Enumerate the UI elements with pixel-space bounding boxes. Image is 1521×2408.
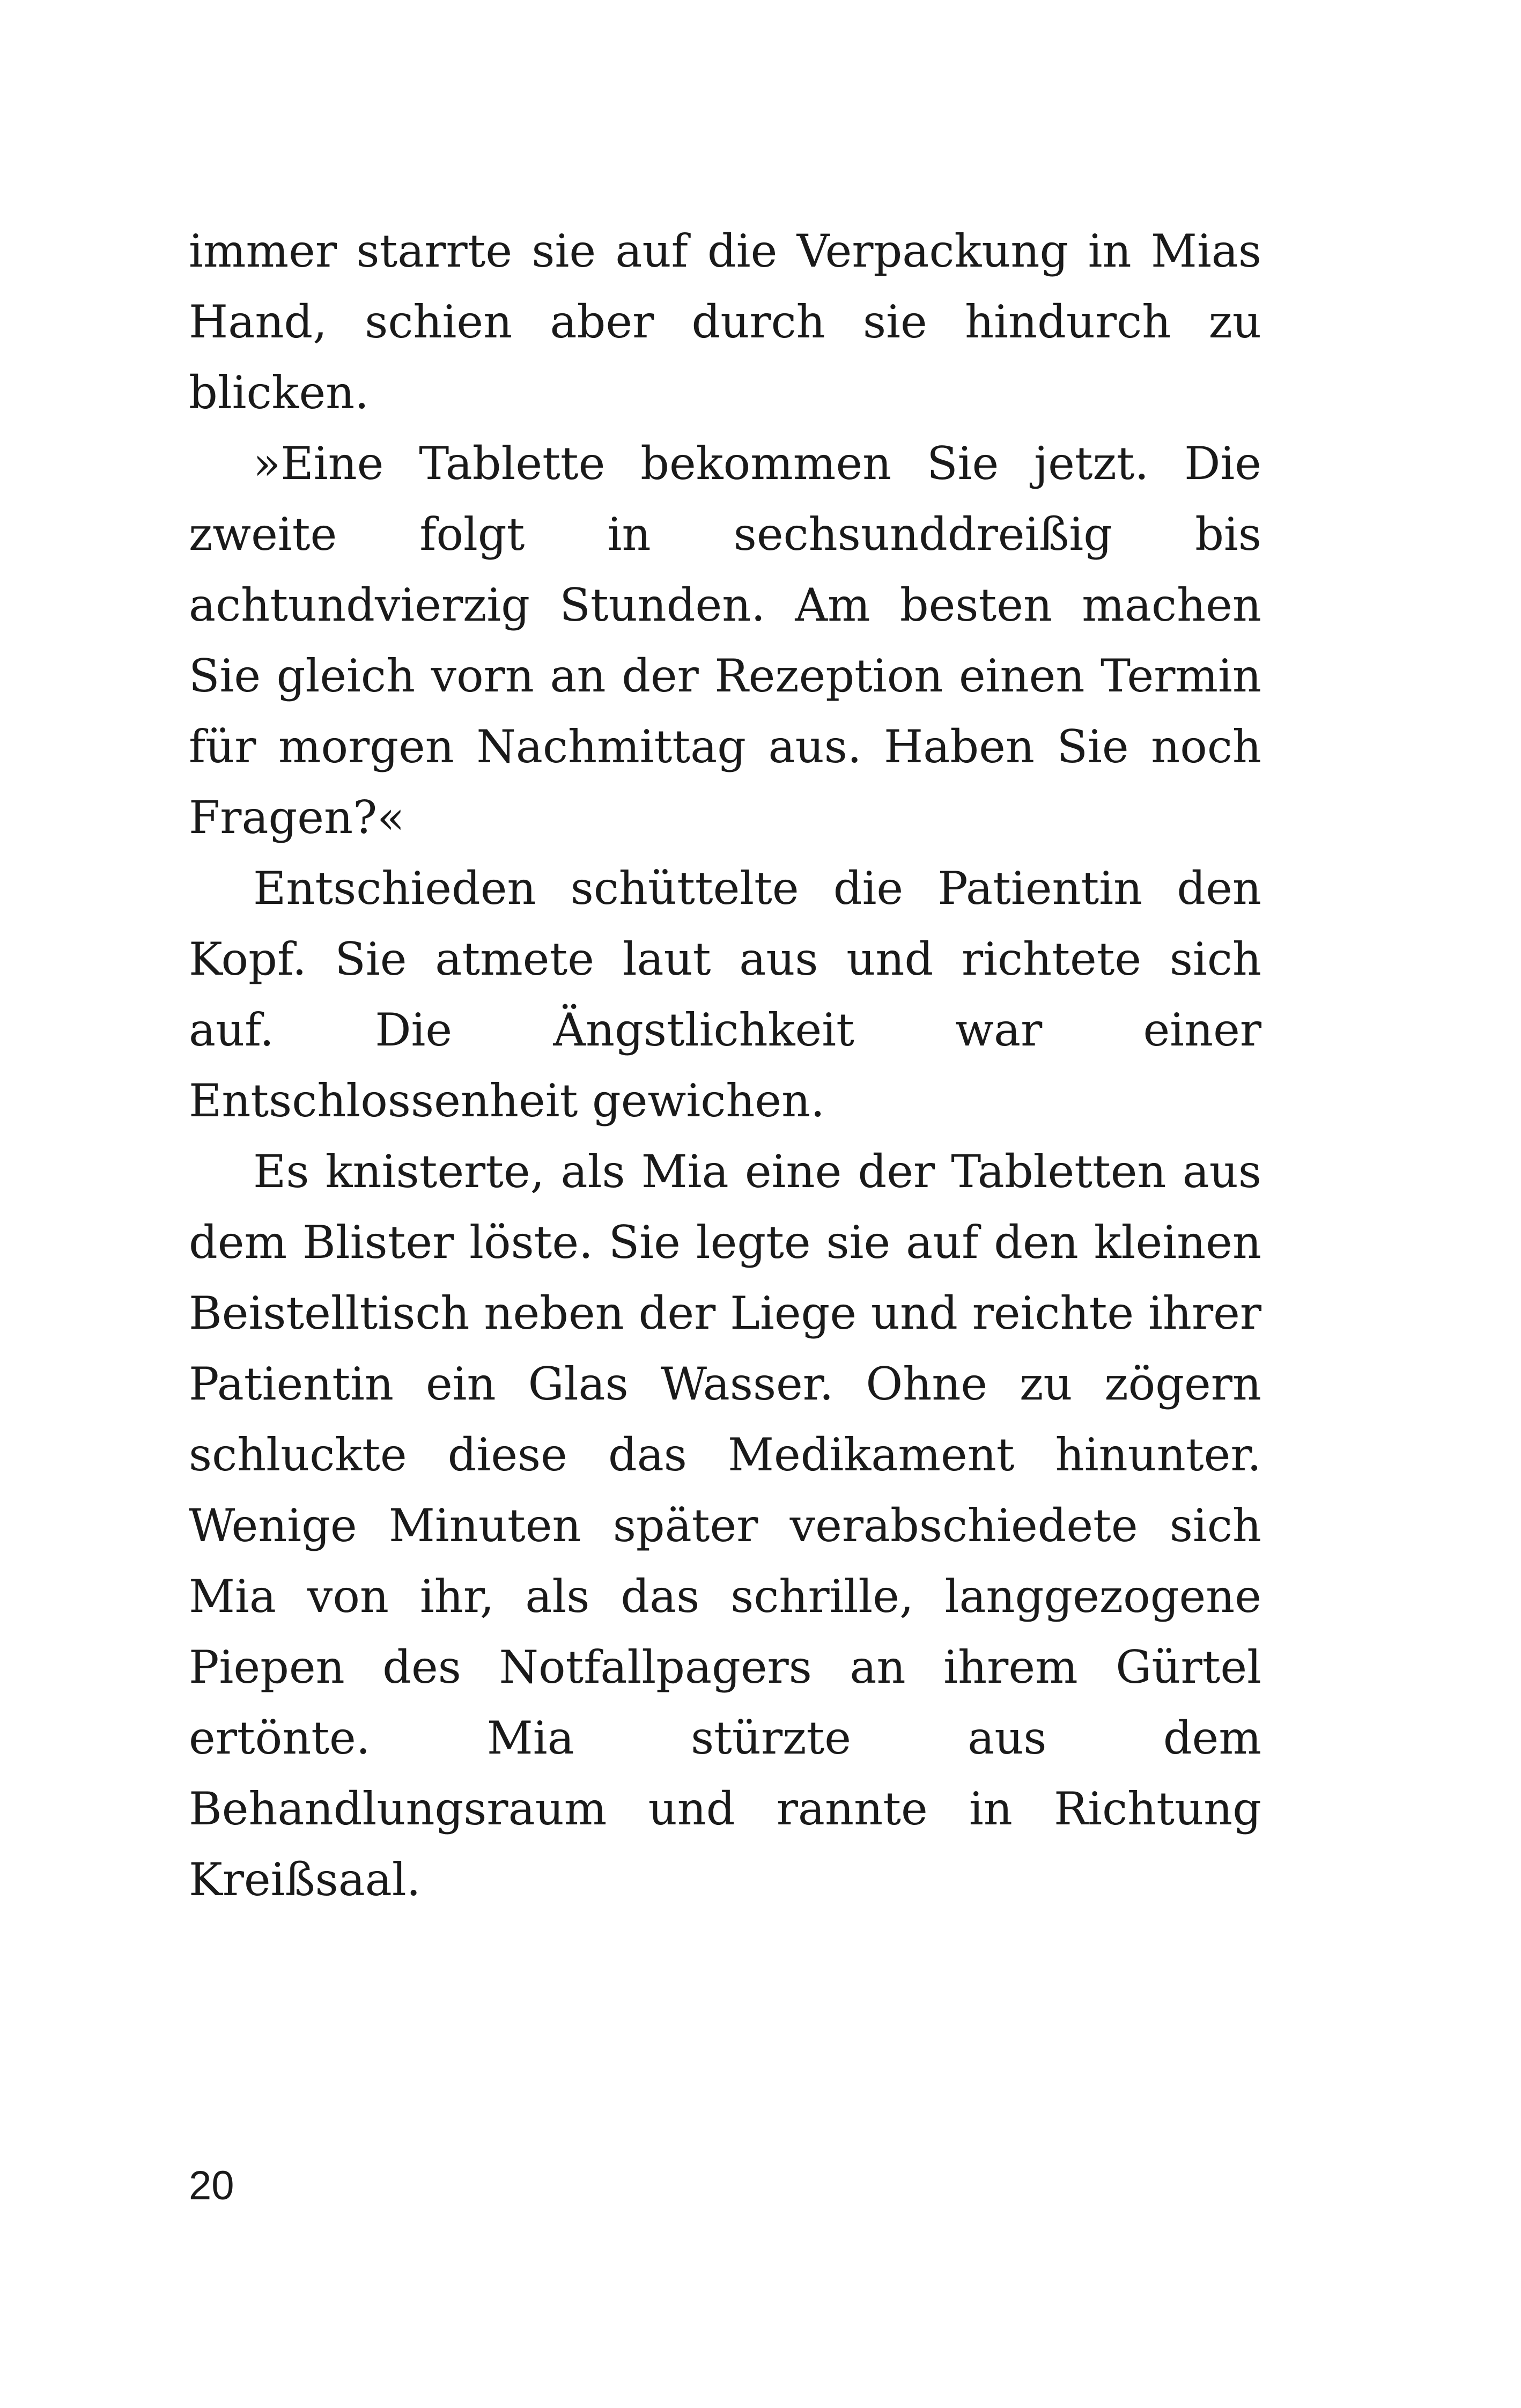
body-text bbox=[189, 216, 1261, 1915]
paragraph-4: Es knisterte, als Mia eine der Tabletten aus dem Blister löste. Sie legte sie auf den kleinen Beistelltisch neben der Liege und reichte ihrer Patientin ein Glas Wasser. Ohne zu zögern schluckte diese das Medikament hinunter. Wenige Minuten später verabschiedete sich Mia von ihr, als das schrille, langgezogene Piepen des Notfallpagers an ihrem Gürtel ertönte. Mia stürzte aus dem Behandlungsraum und rannte in Richtung Kreißsaal. bbox=[189, 1145, 1261, 1906]
paragraph-1: immer starrte sie auf die Verpackung in Mias Hand, schien aber durch sie hindurch zu blicken. bbox=[189, 225, 1261, 419]
paragraph-3: Entschieden schüttelte die Patientin den Kopf. Sie atmete laut aus und richtete sich auf. Die Ängstlichkeit war einer Entschlossenheit gewichen. bbox=[189, 862, 1261, 1127]
paragraph-2: »Eine Tablette bekommen Sie jetzt. Die zweite folgt in sechsunddreißig bis achtundvierzig Stunden. Am besten machen Sie gleich vorn an der Rezeption einen Termin für morgen Nachmittag aus. Haben Sie noch Fragen?« bbox=[189, 437, 1261, 844]
page-number: 20 bbox=[189, 2163, 234, 2208]
